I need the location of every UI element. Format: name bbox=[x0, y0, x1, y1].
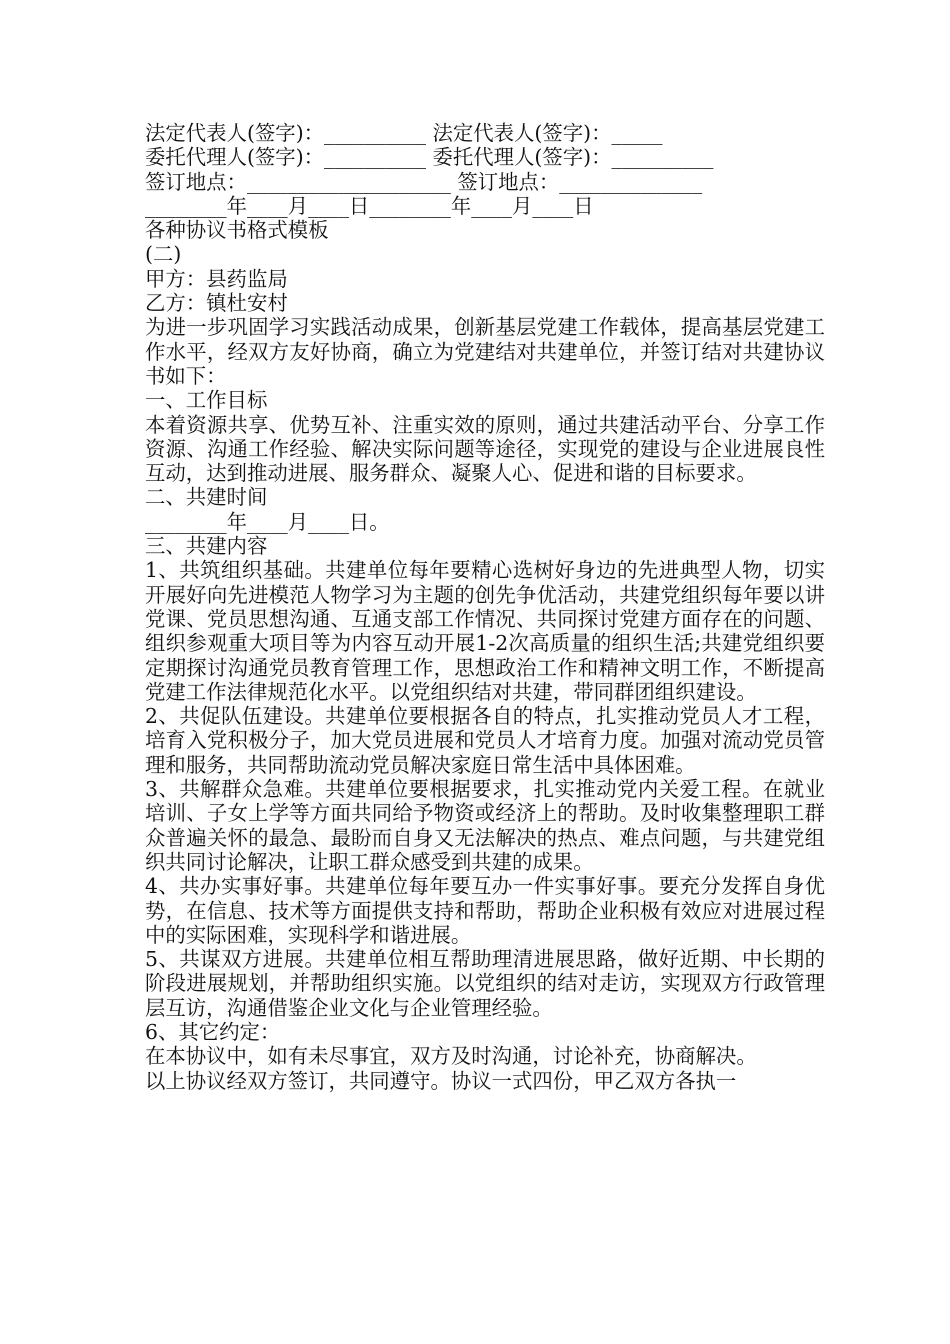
content-item-1: 1、共筑组织基础。共建单位每年要精心选树好身边的先进典型人物，切实开展好向先进模范人物学习为主题的创先争优活动，共建党组织每年要以讲党课、党员思想沟通、互通支部工作情况、共同探讨党建方面存在的问题、组织参观重大项目等为内容互动开展1-2次高质量的组织生活;共建党组织要定期探讨沟通党员教育管理工作，思想政治工作和精神文明工作，不断提高党建工作法律规范化水平。以党组织结对共建，带同群团组织建设。 bbox=[145, 558, 825, 704]
content-item-3: 3、共解群众急难。共建单位要根据要求，扎实推动党内关爱工程。在就业培训、子女上学等方面共同给予物资或经济上的帮助。及时收集整理职工群众普遍关怀的最急、最盼而自身又无法解决的热点、难点问题，与共建党组织共同讨论解决，让职工群众感受到共建的成果。 bbox=[145, 777, 825, 874]
signature-line-date: ________年____月____日________年____月____日 bbox=[145, 193, 594, 218]
signature-line-agent: 委托代理人(签字)：__________ 委托代理人(签字)：__________ bbox=[145, 145, 714, 170]
other-agreement-paragraph: 在本协议中，如有未尽事宜，双方及时沟通，讨论补充，协商解决。 bbox=[145, 1044, 757, 1069]
content-item-5: 5、共谋双方进展。共建单位相互帮助理清进展思路，做好近期、中长期的阶段进展规划，并帮助组织实施。以党组织的结对走访，实现双方行政管理层互访，沟通借鉴企业文化与企业管理经验。 bbox=[145, 947, 825, 1020]
section-number: (二) bbox=[145, 242, 182, 267]
party-a: 甲方：县药监局 bbox=[145, 266, 288, 291]
content-item-2: 2、共促队伍建设。共建单位要根据各自的特点，扎实推动党员人才工程，培育入党积极分子，加大党员进展和党员人才培育力度。加强对流动党员管理和服务，共同帮助流动党员解决家庭日常生活中具体困难。 bbox=[145, 704, 825, 777]
work-goal-paragraph: 本着资源共享、优势互补、注重实效的原则，通过共建活动平台、分享工作资源、沟通工作经验、解决实际问题等途径，实现党的建设与企业进展良性互动，达到推动进展、服务群众、凝聚人心、促进和谐的目标要求。 bbox=[145, 412, 825, 486]
heading-work-goal: 一、工作目标 bbox=[145, 388, 268, 413]
document-page bbox=[145, 121, 825, 1093]
closing-paragraph: 以上协议经双方签订，共同遵守。协议一式四份，甲乙双方各执一 bbox=[145, 1068, 737, 1093]
heading-build-time: 二、共建时间 bbox=[145, 485, 268, 510]
content-item-4: 4、共办实事好事。共建单位每年要互办一件实事好事。要充分发挥自身优势，在信息、技术等方面提供支持和帮助，帮助企业积极有效应对进展过程中的实际困难，实现科学和谐进展。 bbox=[145, 874, 825, 947]
build-time-line: ________年____月____日。 bbox=[145, 509, 390, 534]
intro-paragraph: 为进一步巩固学习实践活动成果，创新基层党建工作载体，提高基层党建工作水平，经双方友好协商，确立为党建结对共建单位，并签订结对共建协议书如下： bbox=[145, 315, 825, 388]
content-item-6-heading: 6、其它约定： bbox=[145, 1019, 281, 1044]
signature-line-place: 签订地点：____________________ 签订地点：______________ bbox=[145, 169, 703, 194]
party-b: 乙方：镇杜安村 bbox=[145, 291, 288, 316]
signature-line-legal-rep: 法定代表人(签字)：__________ 法定代表人(签字)：_____ bbox=[145, 121, 663, 145]
document-title: 各种协议书格式模板 bbox=[145, 218, 329, 243]
heading-build-content: 三、共建内容 bbox=[145, 534, 268, 559]
